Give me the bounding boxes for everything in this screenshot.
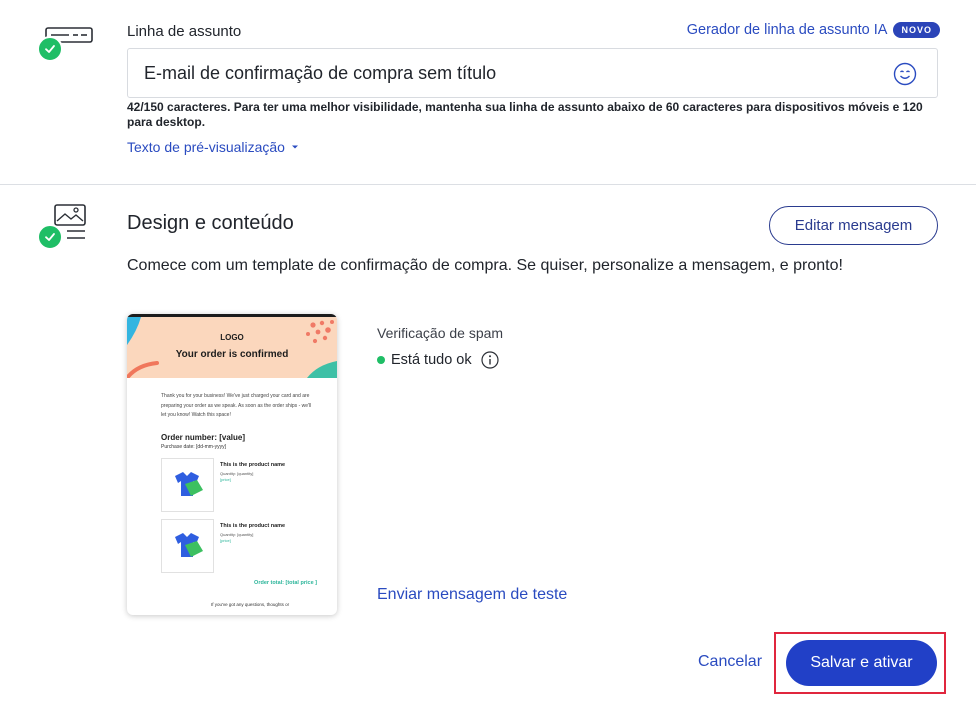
preview-product-image (161, 519, 214, 573)
preview-product-qty: Quantity: [quantity] (220, 532, 254, 537)
preview-body (127, 378, 337, 610)
product-shirt-icon (171, 531, 205, 561)
preview-product-info (220, 522, 285, 573)
design-section-title: Design e conteúdo (127, 212, 294, 234)
ai-generator (687, 22, 940, 38)
preview-purchase-date: Purchase date: [dd-mm-yyyy] (161, 444, 227, 450)
preview-text-toggle[interactable] (127, 139, 299, 155)
subject-label: Linha de assunto (127, 23, 242, 40)
preview-product (161, 458, 317, 512)
preview-order-number: Order number: [value] (161, 432, 246, 442)
send-test-message-link[interactable]: Enviar mensagem de teste (377, 586, 568, 603)
cancel-button[interactable]: Cancelar (698, 653, 763, 670)
preview-product-name: This is the product name (220, 522, 286, 529)
spam-check-label: Verificação de spam (377, 325, 504, 341)
character-count-hint: 42/150 caracteres. Para ter uma melhor visibilidade, mantenha sua linha de assunto abaixo de 60 caracteres para dispositivos móveis e 120 para desktop. (127, 100, 923, 129)
design-description: Comece com um template de confirmação de compra. Se quiser, personalize a mensagem, e pronto! (127, 257, 843, 274)
info-icon[interactable] (481, 351, 499, 369)
ai-subject-generator-link[interactable]: Gerador de linha de assunto IA (686, 22, 888, 38)
preview-heading: Your order is confirmed (175, 349, 289, 360)
preview-product (161, 519, 317, 573)
spam-status-text: Está tudo ok (391, 352, 472, 368)
preview-text-label: Texto de pré-visualização (127, 139, 285, 155)
subject-input[interactable] (127, 48, 938, 98)
spam-check-status (377, 351, 499, 369)
emoji-picker-icon[interactable] (893, 62, 917, 86)
preview-logo-text: LOGO (220, 333, 244, 342)
subject-complete-check-icon (37, 36, 63, 62)
preview-product-name: This is the product name (220, 461, 286, 468)
preview-intro: Thank you for your business! We've just charged your card and are preparing your order as we speak. As soon as the order ships - we'll let you know! Watch this space! (161, 393, 312, 418)
caret-down-icon (291, 143, 299, 151)
save-and-activate-button[interactable]: Salvar e ativar (786, 640, 937, 686)
design-complete-check-icon (37, 224, 63, 250)
email-template-preview[interactable] (127, 314, 337, 615)
preview-order-total: Order total: [total price ] (254, 579, 317, 586)
preview-header (127, 317, 337, 378)
preview-footer-text: If you've got any questions, thoughts or (211, 602, 290, 607)
preview-product-price: [price] (220, 538, 231, 543)
product-shirt-icon (171, 470, 205, 500)
preview-product-price: [price] (220, 477, 231, 482)
preview-header-decoration (127, 317, 337, 378)
preview-product-image (161, 458, 214, 512)
section-divider (0, 184, 976, 185)
preview-product-info (220, 461, 285, 512)
edit-message-button[interactable]: Editar mensagem (769, 206, 938, 245)
subject-input-value: E-mail de confirmação de compra sem título (144, 62, 497, 83)
new-badge: NOVO (893, 22, 940, 38)
status-ok-dot (377, 356, 385, 364)
preview-product-qty: Quantity: [quantity] (220, 471, 254, 476)
